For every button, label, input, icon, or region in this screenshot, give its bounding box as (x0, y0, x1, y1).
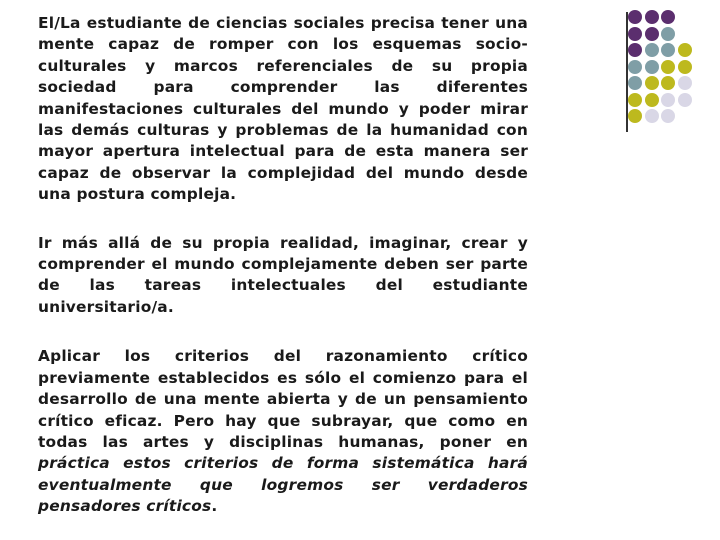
decorative-dot (661, 60, 675, 74)
decorative-dot (645, 109, 659, 123)
decorative-dot (678, 43, 692, 57)
decorative-dot (645, 10, 659, 24)
decorative-dot (628, 43, 642, 57)
paragraph-3-end: . (211, 497, 218, 516)
decorative-dot (661, 93, 675, 107)
decorative-dot (678, 60, 692, 74)
decorative-dot (628, 27, 642, 41)
decorative-dot (645, 27, 659, 41)
decorative-dot (661, 43, 675, 57)
decorative-dot-grid (624, 10, 720, 135)
paragraph-2: Ir más allá de su propia realidad, imaginar, crear y comprender el mundo complejamente deben ser parte de las tareas intelectuales del estudiante universitario/a. (38, 233, 528, 316)
decorative-dot (645, 76, 659, 90)
decorative-dot (628, 93, 642, 107)
decorative-dot (678, 93, 692, 107)
decorative-dot (628, 109, 642, 123)
paragraph-3-start: Aplicar los criterios del razonamiento crítico previamente establecidos es sólo el comienzo para el desarrollo de una mente abierta y de un pensamiento crítico eficaz. Pero hay que subrayar, que como en todas las artes y disciplinas humanas, poner en (38, 347, 528, 451)
decorative-dot (661, 109, 675, 123)
paragraph-3-italic: práctica estos criterios de forma sistemática hará eventualmente que logremos ser verdaderos pensadores críticos (38, 454, 528, 516)
decorative-dot (661, 76, 675, 90)
decorative-dot (661, 27, 675, 41)
paragraph-3 (38, 346, 528, 517)
decorative-dot (678, 76, 692, 90)
decorative-dot (628, 10, 642, 24)
decorative-dot (628, 76, 642, 90)
decorative-dot (661, 10, 675, 24)
decorative-dot (645, 43, 659, 57)
text-column (38, 13, 528, 518)
decorative-dot (645, 93, 659, 107)
decorative-dot (645, 60, 659, 74)
decorative-dot (628, 60, 642, 74)
paragraph-1: El/La estudiante de ciencias sociales precisa tener una mente capaz de romper con los esquemas socio-culturales y marcos referenciales de su propia sociedad para comprender las diferentes manifestaciones culturales del mundo y poder mirar las demás culturas y problemas de la humanidad con mayor apertura intelectual para de esta manera ser capaz de observar la complejidad del mundo desde una postura compleja. (38, 14, 528, 204)
